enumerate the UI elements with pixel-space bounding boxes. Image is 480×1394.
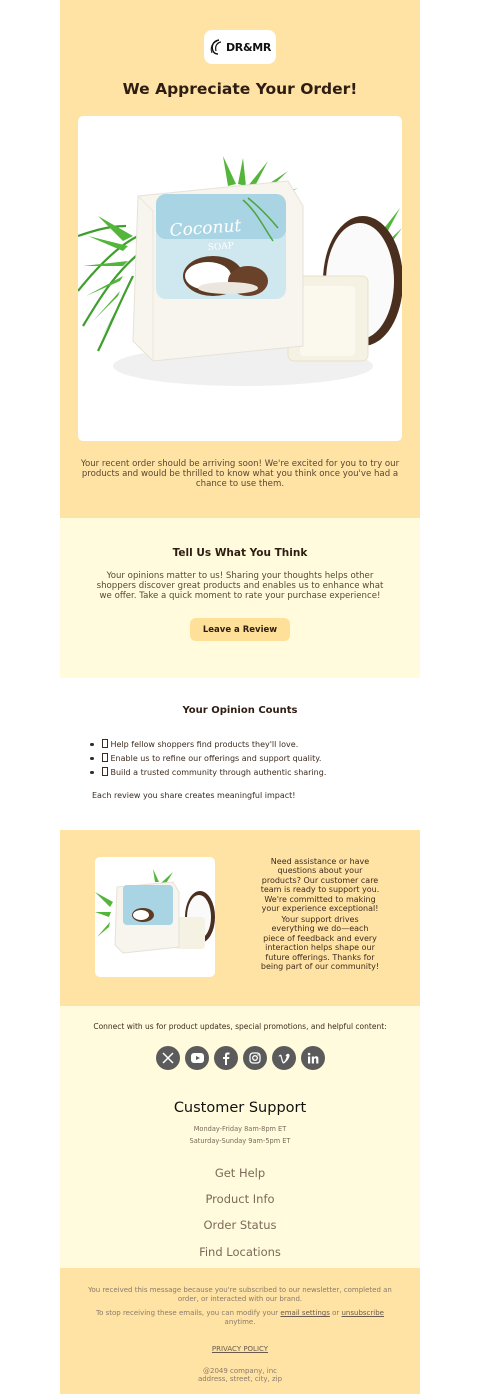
- logo-text: DR&MR: [225, 40, 272, 54]
- product-thumbnail: [95, 857, 215, 977]
- hero-text: Your recent order should be arriving soon! We're excited for you to try our products and would be thrilled to know what you think once you've had a chance to use them.: [80, 459, 400, 489]
- opinion-closing: Each review you share creates meaningful impact!: [92, 791, 296, 800]
- social-links: [156, 1046, 325, 1070]
- customer-support-section: [60, 1006, 420, 1268]
- product-info-link[interactable]: Product Info: [205, 1192, 275, 1206]
- email-container: [60, 0, 420, 1394]
- hours-weekend: Saturday-Sunday 9am-5pm ET: [189, 1137, 291, 1145]
- footer-notice: You received this message because you're subscribed to our newsletter, completed an order, or interacted with our brand.: [88, 1286, 392, 1303]
- support-text-2: Your support drives everything we do—each piece of feedback and every interaction helps shape our future offerings. Thanks for being part of our community!: [260, 915, 380, 972]
- vimeo-icon[interactable]: [272, 1046, 296, 1070]
- footer-section: [60, 1268, 420, 1394]
- facebook-icon[interactable]: [214, 1046, 238, 1070]
- soap-label-subtitle: SOAP: [207, 241, 235, 253]
- opinion-section: [60, 678, 420, 830]
- email-settings-link[interactable]: email settings: [280, 1309, 330, 1317]
- coconut-soap-thumbnail: [95, 857, 215, 977]
- review-text: Your opinions matter to us! Sharing your thoughts helps other shoppers discover great products and enables us to enhance what we offer. Take a quick moment to rate your purchase experience!: [96, 571, 384, 601]
- list-item: Build a trusted community through authentic sharing.: [90, 767, 326, 777]
- linkedin-icon[interactable]: [301, 1046, 325, 1070]
- x-icon[interactable]: [156, 1046, 180, 1070]
- company-name: @2049 company, inc: [203, 1367, 277, 1375]
- order-status-link[interactable]: Order Status: [203, 1218, 277, 1232]
- hours-weekday: Monday-Friday 8am-8pm ET: [193, 1125, 287, 1133]
- review-section: [60, 518, 420, 678]
- support-block-section: [60, 830, 420, 1006]
- coconut-soap-illustration: [78, 116, 402, 441]
- unsubscribe-link[interactable]: unsubscribe: [341, 1309, 384, 1317]
- find-locations-link[interactable]: Find Locations: [199, 1245, 281, 1259]
- privacy-policy-wrap: [80, 1345, 400, 1354]
- list-item: Help fellow shoppers find products they'll love.: [90, 739, 298, 749]
- connect-text: Connect with us for product updates, special promotions, and helpful content:: [93, 1022, 387, 1031]
- page-title: We Appreciate Your Order!: [122, 80, 358, 98]
- opinion-title: Your Opinion Counts: [182, 705, 298, 716]
- youtube-icon[interactable]: [185, 1046, 209, 1070]
- list-item: Enable us to refine our offerings and support quality.: [90, 753, 321, 763]
- hero-image: [78, 116, 402, 441]
- get-help-link[interactable]: Get Help: [214, 1166, 266, 1180]
- review-title: Tell Us What You Think: [172, 547, 308, 559]
- support-text-1: Need assistance or have questions about your products? Our customer care team is ready to support you. We're committed to making your experience exceptional!: [260, 857, 380, 914]
- company-address: address, street, city, zip: [197, 1375, 283, 1383]
- brand-logo[interactable]: [204, 30, 276, 64]
- hair-logo-icon: [209, 39, 223, 55]
- leave-review-button[interactable]: Leave a Review: [190, 618, 290, 641]
- hero-section: [60, 0, 420, 518]
- instagram-icon[interactable]: [243, 1046, 267, 1070]
- footer-unsubscribe-text: To stop receiving these emails, you can modify your email settings or unsubscribe anytime.: [96, 1309, 384, 1326]
- soap-label-title: Coconut: [168, 216, 242, 241]
- customer-support-title: Customer Support: [173, 1100, 307, 1116]
- privacy-policy-link[interactable]: PRIVACY POLICY: [211, 1345, 269, 1353]
